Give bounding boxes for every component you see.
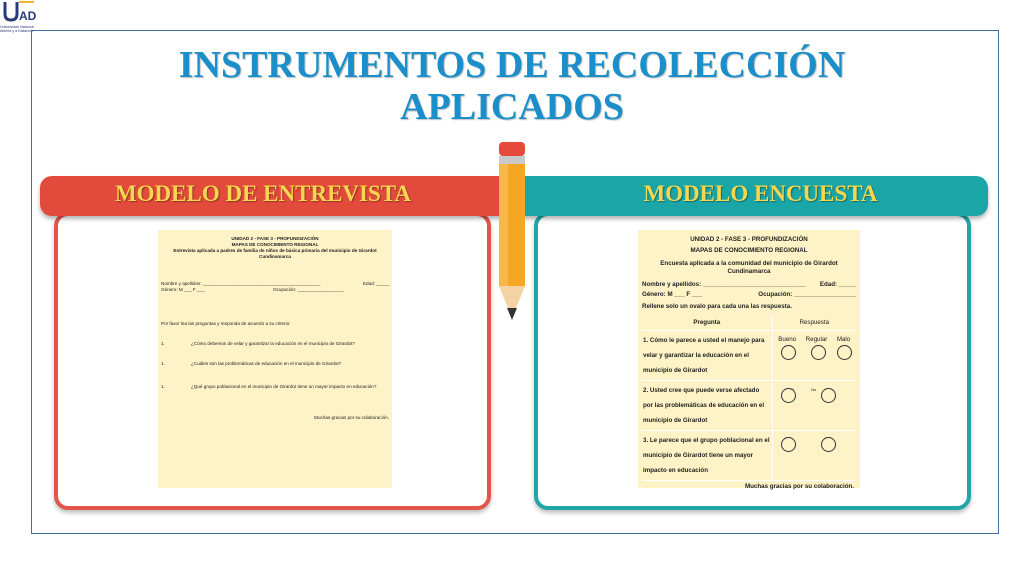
interview-question-num: 1. xyxy=(161,341,165,346)
interview-question xyxy=(161,361,389,367)
interview-question xyxy=(161,341,389,347)
survey-question-3: 3. Le parece que el grupo poblacional en el municipio de Girardot tiene un mayor impacto en educación xyxy=(642,431,772,481)
survey-row-3 xyxy=(642,431,856,481)
survey-subtitle: MAPAS DE CONOCIMIENTO REGIONAL xyxy=(690,246,808,254)
survey-job-field: Ocupación: __________________ xyxy=(758,290,856,298)
survey-question-2: 2. Usted cree que puede verse afectado por las problemáticas de educación en el municipio de Girardot xyxy=(642,381,772,431)
survey-row-2 xyxy=(642,381,856,431)
survey-table xyxy=(642,316,856,494)
option-label: Regular xyxy=(805,336,828,344)
survey-instruction: Rellene solo un ovalo para cada una las respuesta. xyxy=(642,302,792,310)
radio-oval[interactable] xyxy=(821,388,836,403)
survey-intro: Encuesta aplicada a la comunidad del municipio de Girardot Cundinamarca xyxy=(660,260,838,275)
slide-title xyxy=(0,44,1024,128)
option-label: Malo xyxy=(836,336,851,344)
interview-banner: MODELO DE ENTREVISTA xyxy=(40,176,506,216)
interview-unit: UNIDAD 2 - FASE 3 - PROFUNDIZACIÓN xyxy=(231,236,319,241)
survey-footer-row xyxy=(642,481,856,494)
survey-question-1: 1. Cómo le parece a usted el manejo para velar y garantizar la educación en el municipio de Girardot xyxy=(642,331,772,381)
interview-subtitle: MAPAS DE CONOCIMIENTO REGIONAL xyxy=(231,242,319,247)
radio-oval[interactable] xyxy=(781,345,796,360)
survey-answer-2 xyxy=(772,381,856,431)
interview-question xyxy=(161,381,389,393)
interview-question-num: 1. xyxy=(161,361,165,366)
interview-gender-field: Género: M ___ F ___ xyxy=(161,287,205,292)
interview-question-text: ¿Cuáles son las problemáticas de educación en el municipio de Girardot? xyxy=(191,361,342,366)
interview-question-num: 1. xyxy=(161,384,165,389)
survey-age-field: Edad: _____ xyxy=(819,281,856,289)
option-label: No xyxy=(811,387,817,393)
title-line-1: INSTRUMENTOS DE RECOLECCIÓN xyxy=(178,44,846,86)
survey-answer-3 xyxy=(772,431,856,481)
radio-oval[interactable] xyxy=(781,388,796,403)
survey-table-header xyxy=(642,316,856,331)
radio-oval[interactable] xyxy=(821,437,836,452)
option-label: Bueno xyxy=(778,336,797,344)
survey-col-answer: Respuesta xyxy=(772,316,856,331)
interview-question-text: ¿Qué grupo poblacional en el municipio de Girardot tiene un mayor impacto en educación? xyxy=(191,384,377,389)
survey-col-question: Pregunta xyxy=(642,316,772,331)
survey-options-1 xyxy=(774,333,856,344)
survey-gender-field: Género: M ___ F ___ xyxy=(642,290,703,298)
interview-name-field: Nombre y apellidos: ______________________________________________ xyxy=(161,281,321,286)
survey-row-1 xyxy=(642,331,856,381)
radio-oval[interactable] xyxy=(781,437,796,452)
interview-question-text: ¿Cómo debemos de velar y garantizar la educación en el municipio de Girardot? xyxy=(191,341,355,346)
survey-gender-row xyxy=(642,291,856,299)
survey-name-field: Nombre y apellidos: ______________________________ xyxy=(642,281,807,289)
svg-text:AD: AD xyxy=(19,9,36,23)
survey-document xyxy=(638,230,860,491)
title-line-2: APLICADOS xyxy=(400,86,624,128)
radio-oval[interactable] xyxy=(837,345,852,360)
interview-age-field: Edad: _____ xyxy=(362,281,389,286)
interview-job-field: Ocupación: __________________ xyxy=(273,287,344,292)
survey-name-row xyxy=(642,281,856,289)
survey-unit: UNIDAD 2 - FASE 3 - PROFUNDIZACIÓN xyxy=(690,236,808,243)
interview-intro: Entrevista aplicada a padres de familia de niños de básica primaria del municipio de Girardot Cundinamarca xyxy=(173,248,377,259)
unad-logo-mark xyxy=(2,0,36,24)
radio-oval[interactable] xyxy=(811,345,826,360)
pencil-icon xyxy=(496,142,528,332)
survey-banner: MODELO ENCUESTA xyxy=(523,176,988,216)
interview-thanks: Muchas gracias por su colaboración. xyxy=(314,415,389,420)
interview-document xyxy=(158,230,392,488)
survey-thanks: Muchas gracias por su colaboración. xyxy=(642,481,856,494)
logo-caption: Universidad Nacional Abierta y a Distancia xyxy=(0,25,34,34)
interview-gender-row xyxy=(161,287,389,293)
survey-answer-1 xyxy=(772,331,856,381)
interview-instruction: Por favor lea las preguntas y responda de acuerdo a su criterio: xyxy=(161,321,291,326)
